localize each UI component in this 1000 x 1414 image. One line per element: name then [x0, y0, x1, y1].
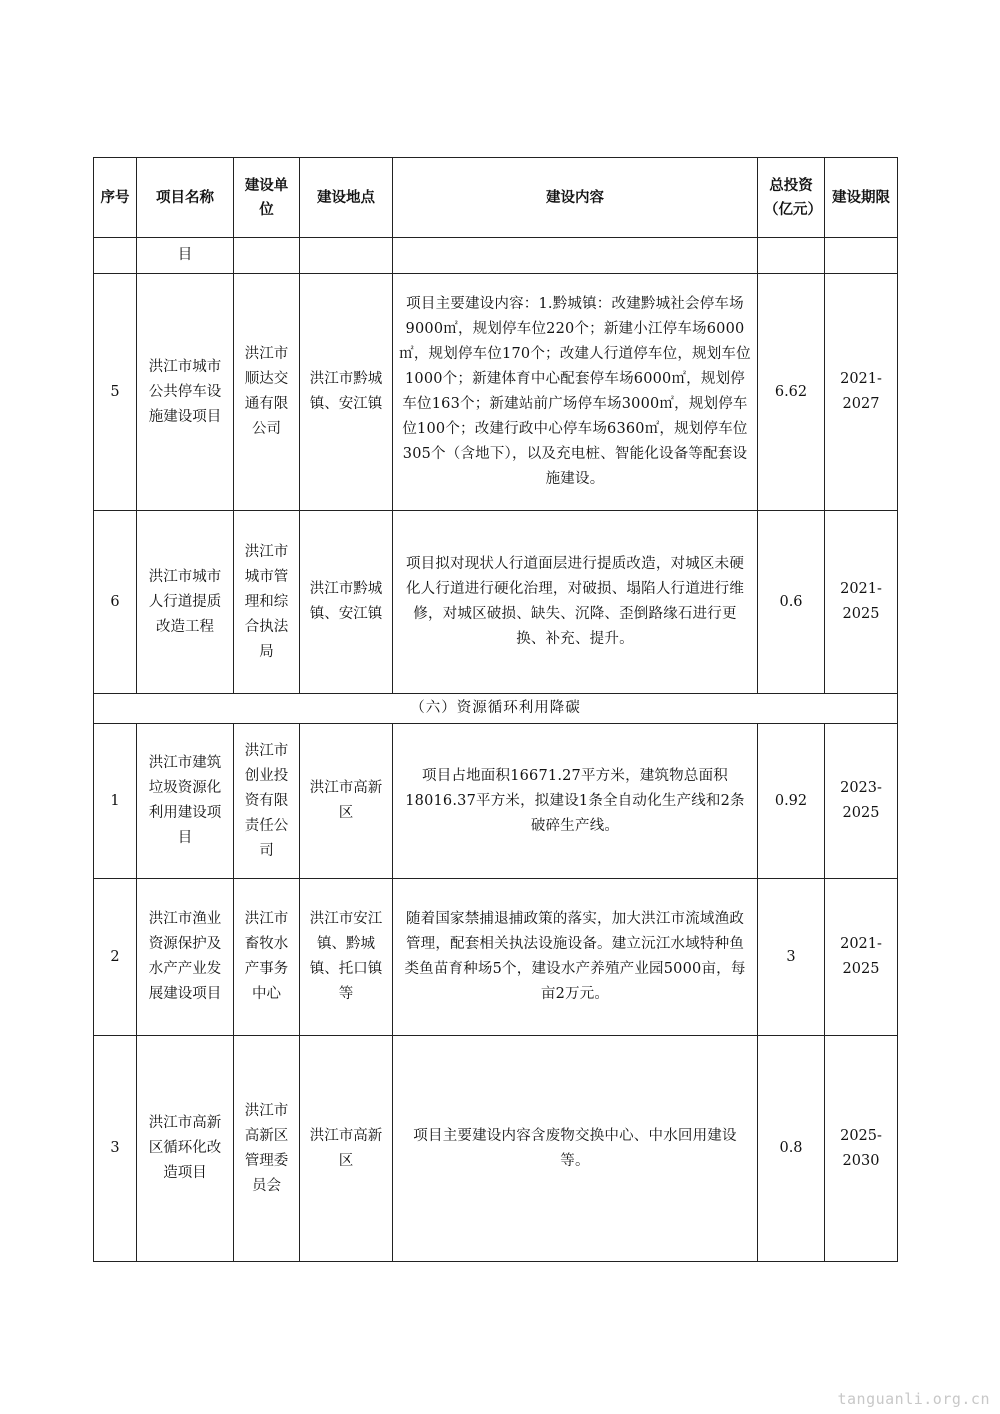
cell-unit: 洪江市畜牧水产事务中心	[234, 879, 300, 1036]
cell-content: 项目主要建设内容含废物交换中心、中水回用建设等。	[393, 1036, 758, 1262]
cell-location: 洪江市黔城镇、安江镇	[300, 511, 393, 694]
cell-investment: 6.62	[758, 274, 825, 511]
cell-seq	[94, 238, 137, 274]
cell-period: 2021-2025	[825, 879, 898, 1036]
cell-unit: 洪江市高新区管理委员会	[234, 1036, 300, 1262]
cell-seq: 6	[94, 511, 137, 694]
cell-unit	[234, 238, 300, 274]
table-row	[94, 511, 898, 694]
header-period: 建设期限	[825, 158, 898, 238]
cell-name: 洪江市城市人行道提质改造工程	[137, 511, 234, 694]
table-row	[94, 879, 898, 1036]
cell-investment: 0.92	[758, 724, 825, 879]
cell-period: 2021-2027	[825, 274, 898, 511]
header-content: 建设内容	[393, 158, 758, 238]
cell-seq: 3	[94, 1036, 137, 1262]
cell-location: 洪江市高新区	[300, 1036, 393, 1262]
project-table	[93, 157, 898, 1262]
cell-period: 2025-2030	[825, 1036, 898, 1262]
table-row	[94, 274, 898, 511]
cell-name: 洪江市高新区循环化改造项目	[137, 1036, 234, 1262]
cell-content	[393, 238, 758, 274]
cell-unit: 洪江市顺达交通有限公司	[234, 274, 300, 511]
cell-seq: 2	[94, 879, 137, 1036]
table-row	[94, 1036, 898, 1262]
cell-investment: 0.6	[758, 511, 825, 694]
cell-period: 2021-2025	[825, 511, 898, 694]
cell-content: 项目拟对现状人行道面层进行提质改造，对城区未硬化人行道进行硬化治理，对破损、塌陷人行道进行维修，对城区破损、缺失、沉降、歪倒路缘石进行更换、补充、提升。	[393, 511, 758, 694]
cell-investment: 0.8	[758, 1036, 825, 1262]
cell-seq: 5	[94, 274, 137, 511]
cell-name: 洪江市渔业资源保护及水产产业发展建设项目	[137, 879, 234, 1036]
section-title: （六）资源循环利用降碳	[94, 694, 898, 724]
cell-name: 洪江市建筑垃圾资源化利用建设项目	[137, 724, 234, 879]
cell-location: 洪江市安江镇、黔城镇、托口镇等	[300, 879, 393, 1036]
header-row	[94, 158, 898, 238]
table-row	[94, 238, 898, 274]
cell-unit: 洪江市城市管理和综合执法局	[234, 511, 300, 694]
cell-location: 洪江市黔城镇、安江镇	[300, 274, 393, 511]
cell-location: 洪江市高新区	[300, 724, 393, 879]
cell-unit: 洪江市创业投资有限责任公司	[234, 724, 300, 879]
cell-period	[825, 238, 898, 274]
header-name: 项目名称	[137, 158, 234, 238]
cell-location	[300, 238, 393, 274]
cell-content: 随着国家禁捕退捕政策的落实，加大洪江市流域渔政管理，配套相关执法设施设备。建立沅江水域特种鱼类鱼苗育种场5个，建设水产养殖产业园5000亩，每亩2万元。	[393, 879, 758, 1036]
header-investment: 总投资（亿元）	[758, 158, 825, 238]
header-location: 建设地点	[300, 158, 393, 238]
header-seq: 序号	[94, 158, 137, 238]
cell-period: 2023-2025	[825, 724, 898, 879]
cell-name: 洪江市城市公共停车设施建设项目	[137, 274, 234, 511]
section-row	[94, 694, 898, 724]
cell-investment: 3	[758, 879, 825, 1036]
cell-name: 目	[137, 238, 234, 274]
watermark: tanguanli.org.cn	[837, 1390, 990, 1408]
cell-content: 项目占地面积16671.27平方米，建筑物总面积18016.37平方米，拟建设1条全自动化生产线和2条破碎生产线。	[393, 724, 758, 879]
cell-seq: 1	[94, 724, 137, 879]
cell-content: 项目主要建设内容：1.黔城镇：改建黔城社会停车场9000㎡，规划停车位220个；新建小江停车场6000㎡，规划停车位170个；改建人行道停车位，规划车位1000个；新建体育中心配套停车场6000㎡，规划停车位163个；新建站前广场停车场3000㎡，规划停车位100个；改建行政中心停车场6360㎡，规划停车位305个（含地下），以及充电桩、智能化设备等配套设施建设。	[393, 274, 758, 511]
header-unit: 建设单位	[234, 158, 300, 238]
cell-investment	[758, 238, 825, 274]
table-row	[94, 724, 898, 879]
